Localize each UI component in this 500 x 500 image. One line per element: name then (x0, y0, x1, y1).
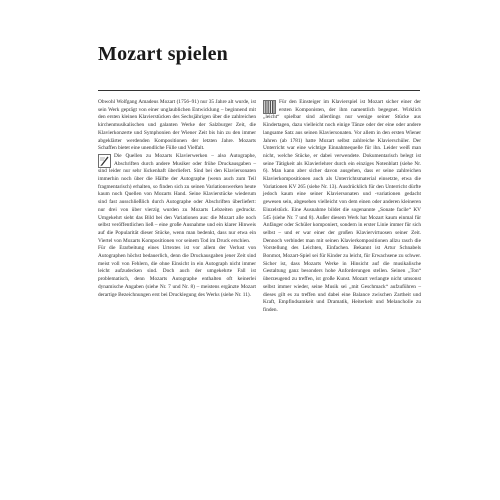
left-paragraph-sources (98, 153, 256, 245)
right-paragraph-beginners (263, 99, 421, 315)
left-paragraph-intro: Obwohl Wolfgang Amadeus Mozart (1756–91) nur 35 Jahre alt wurde, ist sein Werk geprägt von einer unglaublichen Entwicklung – beginnend mit den ersten kleinen Klavierstücken des Sechsjährigen über die zahlreichen kirchenmusikalischen und galanten Werke der Salzburger Zeit, die Klavierkonzerte und Symphonien der Wiener Zeit bis hin zu den immer abgeklärter werdenden Kompositionen der letzten Jahre. Mozarts Schaffen bietet eine unendliche Fülle und Vielfalt. (98, 99, 256, 152)
right-column (263, 99, 421, 315)
left-paragraph-sources-text: Die Quellen zu Mozarts Klavierwerken – also Autographe, Abschriften durch andere Musiker oder frühe Druckausgaben – sind leider nur sehr lückenhaft überliefert. Sind bei den Klaviersonaten immerhin noch über die Hälfte der Autographe (wenn auch zum Teil fragmentarisch) erhalten, so finden sich zu seinen Variationswerken heute kaum noch Quellen von Mozarts Hand. Seine Klavierstücke wiederum sind fast ausschließlich durch Autographe oder Abschriften überliefert: nur drei von über vierzig wurden zu Mozarts Lebzeiten gedruckt. Umgekehrt sieht das Bild bei den Variationen aus: die Mozart alle noch selbst veröffentlichen ließ – eine große Ausnahme und ein klarer Hinweis auf die Popularität dieser Stücke, wenn man bedenkt, dass nur etwa ein Viertel von Mozarts Kompositionen vor seinem Tod im Druck erschien. (98, 152, 256, 244)
title-divider (98, 90, 420, 91)
page-title: Mozart spielen (98, 43, 228, 65)
right-paragraph-beginners-text: Für den Einsteiger im Klavierspiel ist Mozart sicher einer der ersten Komponisten, der ihm namentlich begegnet. Wirklich „leicht“ spielbar sind allerdings nur wenige seiner Stücke aus Kindertagen, dazu vielleicht noch einige Tänze oder der eine oder andere langsame Satz aus seinen Klaviersonaten. Vor allem in den ersten Wiener Jahren (ab 1781) hatte Mozart selbst zahlreiche Klavierschüler. Der Unterricht war eine wichtige Einnahmequelle für ihn. Leider weiß man nicht, welche Stücke, er dabei verwendete. Dokumentarisch belegt ist seine Tätigkeit als Klavierlehrer durch ein einziges Notenblatt (siehe Nr. 6). Man kann aber sicher davon ausgehen, dass er seine zahlreichen Klavierkompositionen auch als Unterrichtsmaterial einsetzte, etwa die Variationen KV 265 (siehe Nr. 13). Ausdrücklich für den Unterricht dürfte jedoch kaum eine seiner Klaviersonaten und -variationen gedacht gewesen sein, abgesehen vielleicht von dem einen oder anderen kleineren Einzelstück. Eine Ausnahme bildet die sogenannte „Sonate facile“ KV 545 (siehe Nr. 7 und 8). Außer diesem Werk hat Mozart kaum einmal für Anfänger oder Schüler komponiert, sondern in erster Linie immer für sich selbst – und er war einer der großen Klaviervirtuosen seiner Zeit. Dennoch verbindet man mit seinen Klavierkompositionen allzu rasch die Vorstellung des Leichten, Einfachen. Bekannt ist Artur Schnabels Bonmot, Mozart-Spiel sei für Kinder zu leicht, für Erwachsene zu schwer. Sicher ist, dass Mozarts Werke in Hinsicht auf die musikalische Gestaltung ganz besonders hohe Anforderungen stellen. Seinen „Ton“ überzeugend zu treffen, ist große Kunst. Mozart verlangte nicht umsonst selbst immer wieder, seine Musik sei „mit Geschmack“ aufzuführen – dieses gilt es zu treffen und dabei eine Balance zwischen Zartheit und Kraft, Empfindsamkeit und Dramatik, Heiterkeit und Melancholie zu finden. (263, 99, 421, 313)
left-paragraph-urtext: Für die Erarbeitung eines Urtextes ist vor allem der Verlust von Autographen höchst bedauerlich, denn die Druckausgaben jener Zeit sind meist voll von Fehlern, die ohne Einsicht in ein Autograph nicht immer leicht aufzudecken sind. Doch auch der umgekehrte Fall ist problematisch, denn Mozarts Autographe enthalten oft keinerlei dynamische Angaben (siehe Nr. 7 und Nr. 8) – meistens ergänzte Mozart derartige Bezeichnungen erst bei Drucklegung des Werks (siehe Nr. 11). (98, 245, 256, 298)
left-column (98, 99, 256, 299)
quill-source-icon (98, 154, 111, 168)
piano-keys-icon (263, 100, 276, 114)
